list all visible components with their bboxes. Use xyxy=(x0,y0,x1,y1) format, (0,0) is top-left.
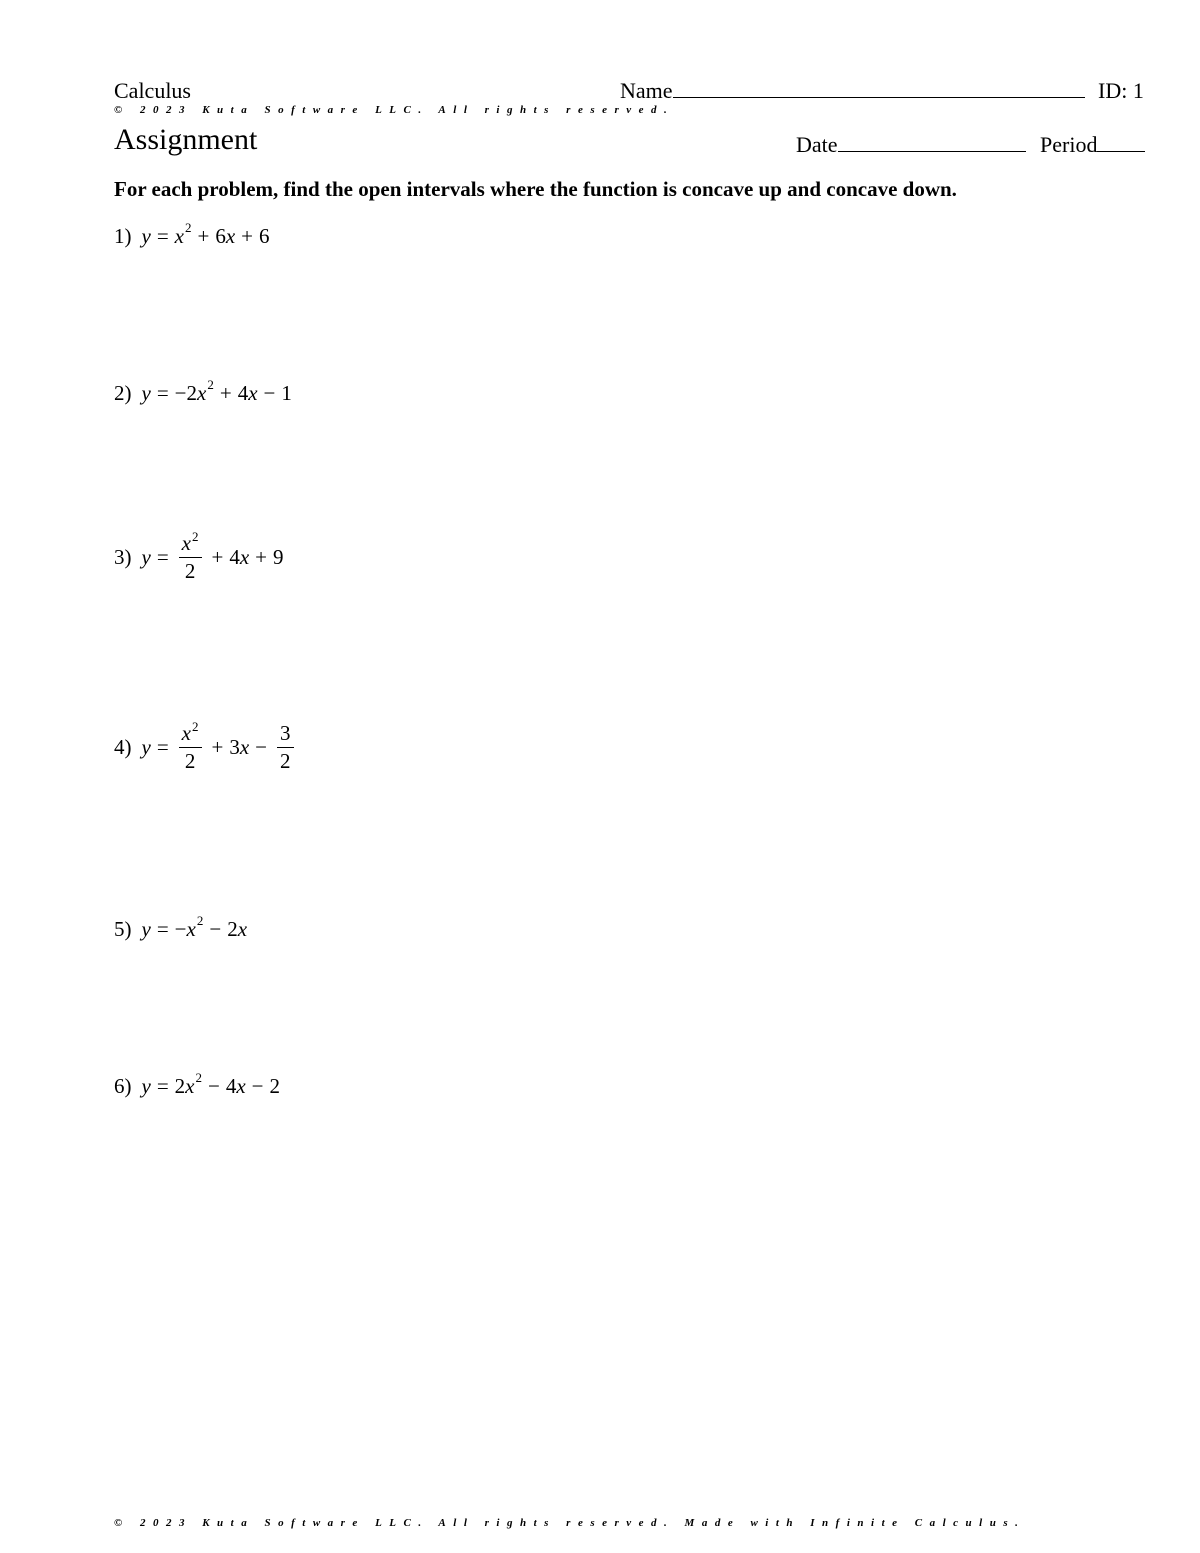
name-label: Name xyxy=(620,78,673,103)
equation: y = −2 x 2 + 4 x − 1 xyxy=(141,376,292,405)
problem-number: 3) xyxy=(114,545,132,570)
date-field[interactable] xyxy=(796,132,1026,158)
problem-number: 1) xyxy=(114,224,132,248)
id-label: ID: 1 xyxy=(1098,78,1144,103)
period-label: Period xyxy=(1040,132,1098,157)
period-blank[interactable] xyxy=(1097,150,1145,152)
problem-number: 4) xyxy=(114,735,132,760)
fraction: $\frac{x^2}{2}$ xyxy=(179,722,202,773)
problem-5 xyxy=(114,912,248,942)
equation: y = $\frac{x^2}{2}$ + 3 x − $\frac{3}{2}$ xyxy=(142,722,298,773)
fraction: $\frac{3}{2}$ xyxy=(277,722,294,773)
date-blank[interactable] xyxy=(838,150,1026,152)
fraction: $\frac{x^2}{2}$ xyxy=(179,532,202,583)
instructions: For each problem, find the open intervals where the function is concave up and concave down. xyxy=(114,177,957,201)
problem-3 xyxy=(114,529,284,584)
name-blank[interactable] xyxy=(673,96,1085,98)
equation: y = x 2 + 6 x + 6 xyxy=(141,219,270,248)
period-field[interactable] xyxy=(1040,132,1145,158)
problem-number: 5) xyxy=(114,917,132,941)
problem-number: 2) xyxy=(114,381,132,405)
date-label: Date xyxy=(796,132,838,157)
problem-4 xyxy=(114,719,298,774)
page-title: Assignment xyxy=(114,123,258,156)
equation: y = 2 x 2 − 4 x − 2 xyxy=(141,1069,281,1098)
copyright-footer: © 2023 Kuta Software LLC. All rights reserved. Made with Infinite Calculus. xyxy=(114,1517,1026,1529)
name-field[interactable] xyxy=(620,78,1085,104)
problem-1 xyxy=(114,219,270,249)
copyright-header: © 2023 Kuta Software LLC. All rights reserved. xyxy=(114,104,675,116)
equation: y = − x 2 − 2 x xyxy=(141,912,248,941)
equation: y = $\frac{x^2}{2}$ + 4 x + 9 xyxy=(141,529,284,584)
course-name: Calculus xyxy=(114,78,191,103)
problem-2 xyxy=(114,376,292,406)
problem-6 xyxy=(114,1069,281,1099)
problem-number: 6) xyxy=(114,1074,132,1098)
